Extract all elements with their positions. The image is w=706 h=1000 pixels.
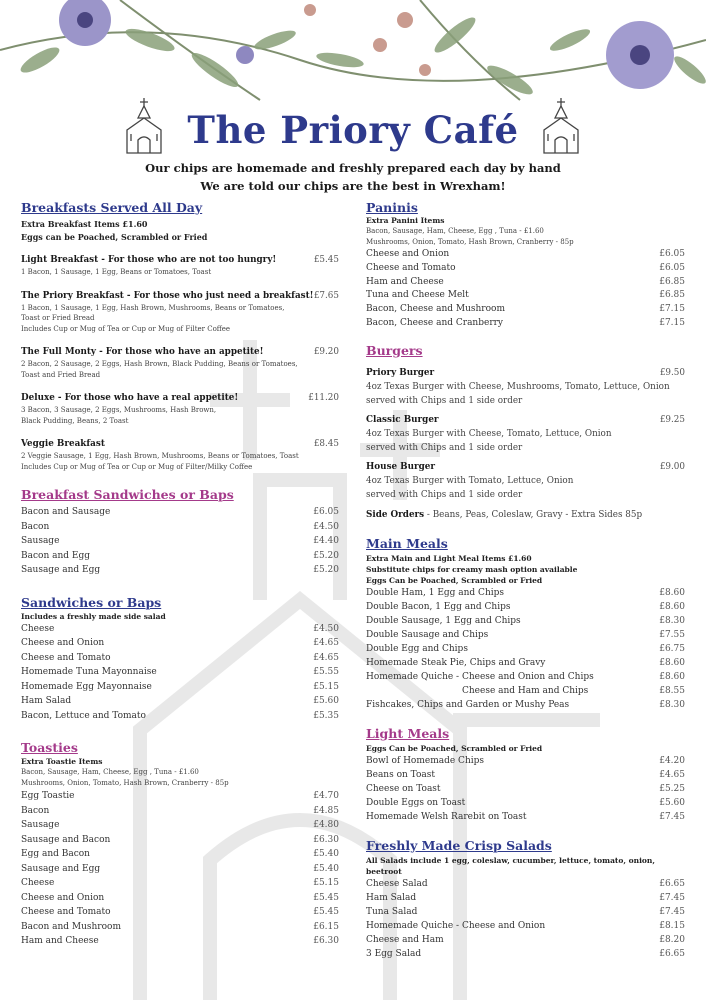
paninis-extras: Mushrooms, Onion, Tomato, Hash Brown, Cranberry - 85p [366, 238, 574, 246]
item-desc: 4oz Texas Burger with Cheese, Mushrooms, Tomato, Lettuce, Onion [366, 381, 670, 392]
item-name: Tuna and Cheese Melt [366, 290, 469, 301]
sandwiches-heading: Sandwiches or Baps [21, 594, 162, 610]
item-desc: Black Pudding, Beans, 2 Toast [21, 416, 129, 425]
menu-row [366, 877, 685, 891]
item-name: Priory Burger [366, 367, 435, 378]
menu-row [366, 768, 685, 782]
item-price: £7.55 [659, 629, 685, 640]
menu-row [21, 622, 339, 637]
item-name: Cheese [21, 623, 55, 634]
menu-row [21, 905, 339, 920]
menu-row [366, 248, 685, 262]
item-name: Cheese on Toast [366, 783, 441, 794]
tagline-1: Our chips are homemade and freshly prepared each day by hand [145, 161, 561, 175]
item-name: Sausage and Egg [21, 565, 101, 575]
item-name: 3 Egg Salad [366, 948, 422, 959]
menu-row [21, 665, 339, 680]
menu-row [366, 303, 685, 317]
menu-row [366, 919, 685, 933]
menu-row [366, 684, 685, 698]
menu-row [366, 933, 685, 947]
menu-row [21, 920, 339, 935]
menu-row [366, 276, 685, 290]
item-price: £5.20 [313, 550, 339, 561]
item-price: £8.45 [313, 439, 339, 449]
menu-item [21, 290, 339, 335]
item-price: £5.60 [313, 696, 339, 706]
item-price: £5.55 [313, 667, 339, 677]
item-price: £5.40 [313, 863, 339, 874]
paninis-note: Extra Panini Items [366, 216, 445, 225]
item-name: Homemade Quiche - Cheese and Onion and Chips [366, 671, 594, 682]
main-meals-heading: Main Meals [366, 535, 448, 551]
item-price: £6.15 [313, 921, 339, 932]
item-name: Double Sausage, 1 Egg and Chips [366, 615, 521, 626]
item-price: £9.25 [659, 414, 685, 425]
item-price: £8.20 [659, 934, 685, 945]
menu-row [21, 549, 339, 564]
menu-row [366, 642, 685, 656]
item-name: Double Eggs on Toast [366, 797, 466, 808]
item-name: Double Ham, 1 Egg and Chips [366, 587, 504, 598]
item-price: £7.45 [659, 811, 685, 822]
item-name: Tuna Salad [366, 906, 418, 917]
item-desc: 4oz Texas Burger with Cheese, Tomato, Lettuce, Onion [366, 428, 612, 439]
menu-item [21, 438, 339, 472]
salads-note: All Salads include 1 egg, coleslaw, cucumber, lettuce, tomato, onion, beetroot [366, 855, 655, 876]
item-price: £6.85 [659, 290, 685, 301]
item-price: £7.15 [659, 317, 685, 328]
item-price: £5.15 [313, 878, 339, 888]
item-price: £9.50 [659, 367, 685, 378]
item-name: Beans on Toast [366, 769, 435, 780]
item-price: £5.60 [659, 797, 685, 808]
item-name: Bacon and Sausage [21, 507, 111, 517]
item-desc: 3 Bacon, 3 Sausage, 2 Eggs, Mushrooms, Hash Brown, [21, 406, 217, 414]
item-price: £6.05 [659, 262, 685, 273]
item-desc: 2 Bacon, 2 Sausage, 2 Eggs, Hash Brown, Black Pudding, Beans or Tomatoes, [21, 360, 298, 368]
item-price: £6.85 [659, 276, 685, 287]
item-price: £4.50 [313, 521, 339, 532]
menu-row [366, 289, 685, 303]
menu-row [21, 534, 339, 549]
side-orders: Side Orders - Beans, Peas, Coleslaw, Gravy - Extra Sides 85p [366, 509, 643, 520]
menu-item [366, 367, 685, 408]
item-desc: 1 Bacon, 1 Sausage, 1 Egg, Hash Brown, Mushrooms, Beans or Tomatoes, [21, 303, 285, 312]
item-name: Homemade Steak Pie, Chips and Gravy [366, 657, 546, 668]
item-name: Cheese and Onion [366, 249, 450, 259]
item-name: Cheese and Ham [366, 934, 444, 945]
item-desc: served with Chips and 1 side order [366, 442, 523, 453]
item-price: £4.40 [313, 536, 339, 546]
item-name: Cheese and Onion [21, 892, 105, 903]
menu-row [366, 262, 685, 276]
menu-row [366, 796, 685, 810]
item-name: Double Sausage and Chips [366, 629, 489, 640]
menu-row [21, 934, 339, 949]
menu-row [21, 636, 339, 651]
item-name: Bacon, Lettuce and Tomato [21, 710, 146, 721]
menu-row [21, 505, 339, 520]
menu-item [21, 254, 339, 278]
item-price: £4.65 [313, 652, 339, 663]
menu-row [21, 520, 339, 535]
item-name: Double Bacon, 1 Egg and Chips [366, 601, 511, 612]
item-name: Homemade Tuna Mayonnaise [21, 667, 157, 677]
item-price: £6.65 [659, 948, 685, 959]
menu-row [366, 670, 685, 684]
item-price: £5.25 [659, 783, 685, 794]
item-price: £4.20 [659, 755, 685, 766]
item-desc: served with Chips and 1 side order [366, 395, 523, 406]
menu-row [21, 876, 339, 891]
item-price: £7.65 [313, 290, 339, 301]
floral-header-decoration [0, 0, 706, 110]
item-desc: 1 Bacon, 1 Sausage, 1 Egg, Beans or Tomatoes, Toast [21, 268, 212, 276]
item-name: Cheese Salad [366, 878, 428, 889]
item-name: Sausage and Egg [21, 863, 101, 874]
item-price: £6.05 [659, 249, 685, 259]
menu-row [366, 782, 685, 796]
item-price: £5.20 [313, 565, 339, 575]
main-meals-note: Extra Main and Light Meal Items £1.60 [366, 553, 532, 563]
item-name: Fishcakes, Chips and Garden or Mushy Peas [366, 699, 570, 710]
item-price: £8.60 [659, 671, 685, 682]
menu-row [21, 694, 339, 709]
main-meals-note: Eggs Can be Poached, Scrambled or Fried [366, 575, 543, 585]
menu-row [366, 586, 685, 600]
page-title: The Priory Café [187, 108, 519, 152]
item-name: Bacon and Egg [21, 550, 90, 561]
menu-row [21, 847, 339, 862]
menu-row [21, 862, 339, 877]
item-price: £4.80 [313, 820, 339, 830]
item-desc: Includes Cup or Mug of Tea or Cup or Mug of Filter Coffee [21, 324, 231, 333]
item-name: Sausage [21, 820, 60, 830]
item-name: Bacon [21, 521, 50, 532]
item-price: £8.60 [659, 657, 685, 668]
item-name: Egg and Bacon [21, 849, 90, 859]
item-name: Bacon [21, 805, 50, 816]
menu-row [21, 651, 339, 666]
toasties-extras: Mushrooms, Onion, Tomato, Hash Brown, Cranberry - 85p [21, 779, 229, 787]
item-name: Homemade Egg Mayonnaise [21, 681, 152, 692]
light-meals-heading: Light Meals [366, 725, 450, 741]
paninis-heading: Paninis [366, 200, 418, 215]
breakfasts-heading: Breakfasts Served All Day [21, 200, 203, 215]
toasties-heading: Toasties [21, 740, 78, 755]
item-name: The Priory Breakfast - For those who just need a breakfast! [21, 290, 314, 301]
item-name: Sausage [21, 536, 60, 546]
item-price: £8.30 [659, 699, 685, 710]
menu-row [21, 789, 339, 804]
item-price: £8.60 [659, 587, 685, 598]
item-name: Classic Burger [366, 414, 439, 425]
item-price: £5.40 [313, 849, 339, 859]
item-price: £6.75 [659, 643, 685, 654]
item-price: £9.00 [659, 461, 685, 472]
menu-item [21, 392, 339, 426]
item-price: £7.45 [659, 892, 685, 903]
item-name: Cheese and Tomato [21, 907, 111, 917]
item-price: £6.30 [313, 936, 339, 946]
item-price: £6.05 [313, 507, 339, 517]
item-name: Bacon, Cheese and Mushroom [366, 304, 505, 315]
breakfast-note: Eggs can be Poached, Scrambled or Fried [21, 232, 208, 242]
menu-row [366, 947, 685, 961]
item-price: £5.45 [313, 255, 339, 265]
item-price: £6.65 [659, 878, 685, 889]
menu-row [21, 833, 339, 848]
sandwiches-note: Includes a freshly made side salad [21, 611, 166, 621]
tagline-2: We are told our chips are the best in Wrexham! [200, 179, 506, 193]
item-name: Double Egg and Chips [366, 643, 468, 654]
item-price: £4.70 [313, 791, 339, 801]
item-price: £4.85 [313, 805, 339, 816]
item-price: £7.15 [659, 304, 685, 315]
menu-row [366, 810, 685, 824]
item-name: Ham and Cheese [366, 276, 444, 287]
item-name: The Full Monty - For those who have an appetite! [21, 347, 264, 357]
menu-item [366, 414, 685, 455]
toasties-extras: Bacon, Sausage, Ham, Cheese, Egg , Tuna - £1.60 [21, 768, 199, 776]
item-name: Light Breakfast - For those who are not too hungry! [21, 255, 277, 265]
paninis-extras: Bacon, Sausage, Ham, Cheese, Egg , Tuna - £1.60 [366, 227, 544, 235]
toasties-note: Extra Toastie Items [21, 757, 103, 766]
item-price: £5.45 [313, 907, 339, 917]
item-price: £9.20 [313, 347, 339, 357]
item-name: House Burger [366, 461, 436, 472]
item-price: £8.60 [659, 601, 685, 612]
item-name: Egg Toastie [21, 791, 75, 801]
menu-row [366, 754, 685, 768]
item-name: Cheese [21, 878, 55, 888]
burgers-heading: Burgers [366, 342, 423, 358]
breakfast-sandwiches-heading: Breakfast Sandwiches or Baps [21, 487, 234, 502]
item-name: Bowl of Homemade Chips [366, 755, 485, 766]
menu-row [21, 709, 339, 724]
item-name: Ham and Cheese [21, 936, 99, 946]
item-price: £5.15 [313, 681, 339, 692]
menu-item [21, 346, 339, 380]
item-price: £5.45 [313, 892, 339, 903]
item-price: £11.20 [308, 393, 339, 403]
menu-row [21, 804, 339, 819]
salads-heading: Freshly Made Crisp Salads [366, 837, 552, 853]
item-price: £4.65 [659, 769, 685, 780]
item-desc: 4oz Texas Burger with Tomato, Lettuce, Onion [366, 475, 574, 486]
menu-row [366, 905, 685, 919]
item-price: £5.35 [313, 710, 339, 721]
menu-row [21, 891, 339, 906]
item-name: Deluxe - For those who have a real appetite! [21, 393, 239, 403]
menu-row [21, 680, 339, 695]
breakfast-note: Extra Breakfast Items £1.60 [21, 219, 148, 229]
item-desc: served with Chips and 1 side order [366, 489, 523, 500]
item-name: Cheese and Tomato [21, 652, 111, 663]
right-column [366, 200, 685, 961]
item-name: Bacon, Cheese and Cranberry [366, 317, 504, 328]
item-name: Ham Salad [366, 892, 417, 903]
menu-row [366, 891, 685, 905]
item-name: Sausage and Bacon [21, 834, 111, 845]
item-price: £6.30 [313, 834, 339, 845]
menu-row [366, 628, 685, 642]
item-name: Homemade Welsh Rarebit on Toast [366, 811, 527, 822]
menu-row [21, 563, 339, 578]
item-price: £7.45 [659, 906, 685, 917]
menu-item [366, 461, 685, 502]
item-price: £8.55 [659, 685, 685, 696]
item-price: £4.50 [313, 623, 339, 634]
item-desc: Includes Cup or Mug of Tea or Cup or Mug of Filter/Milky Coffee [21, 462, 253, 471]
menu-row [366, 614, 685, 628]
menu-row [366, 698, 685, 712]
main-meals-note: Substitute chips for creamy mash option available [366, 564, 578, 574]
item-name: Cheese and Ham and Chips [462, 685, 589, 696]
menu-row [366, 656, 685, 670]
menu-row [21, 818, 339, 833]
item-price: £8.15 [659, 920, 685, 931]
menu-row [366, 317, 685, 331]
item-price: £4.65 [313, 638, 339, 648]
item-name: Homemade Quiche - Cheese and Onion [366, 920, 546, 931]
item-name: Cheese and Tomato [366, 262, 456, 273]
item-desc: Toast or Fried Bread [21, 314, 95, 322]
item-name: Cheese and Onion [21, 638, 105, 648]
item-name: Bacon and Mushroom [21, 921, 121, 932]
item-desc: Toast and Fried Bread [21, 370, 101, 379]
light-meals-note: Eggs Can be Poached, Scrambled or Fried [366, 743, 543, 753]
item-price: £8.30 [659, 615, 685, 626]
left-column [21, 200, 339, 949]
item-desc: 2 Veggie Sausage, 1 Egg, Hash Brown, Mushrooms, Beans or Tomatoes, Toast [21, 452, 299, 460]
item-name: Veggie Breakfast [21, 439, 105, 449]
menu-row [366, 600, 685, 614]
item-name: Ham Salad [21, 696, 72, 706]
